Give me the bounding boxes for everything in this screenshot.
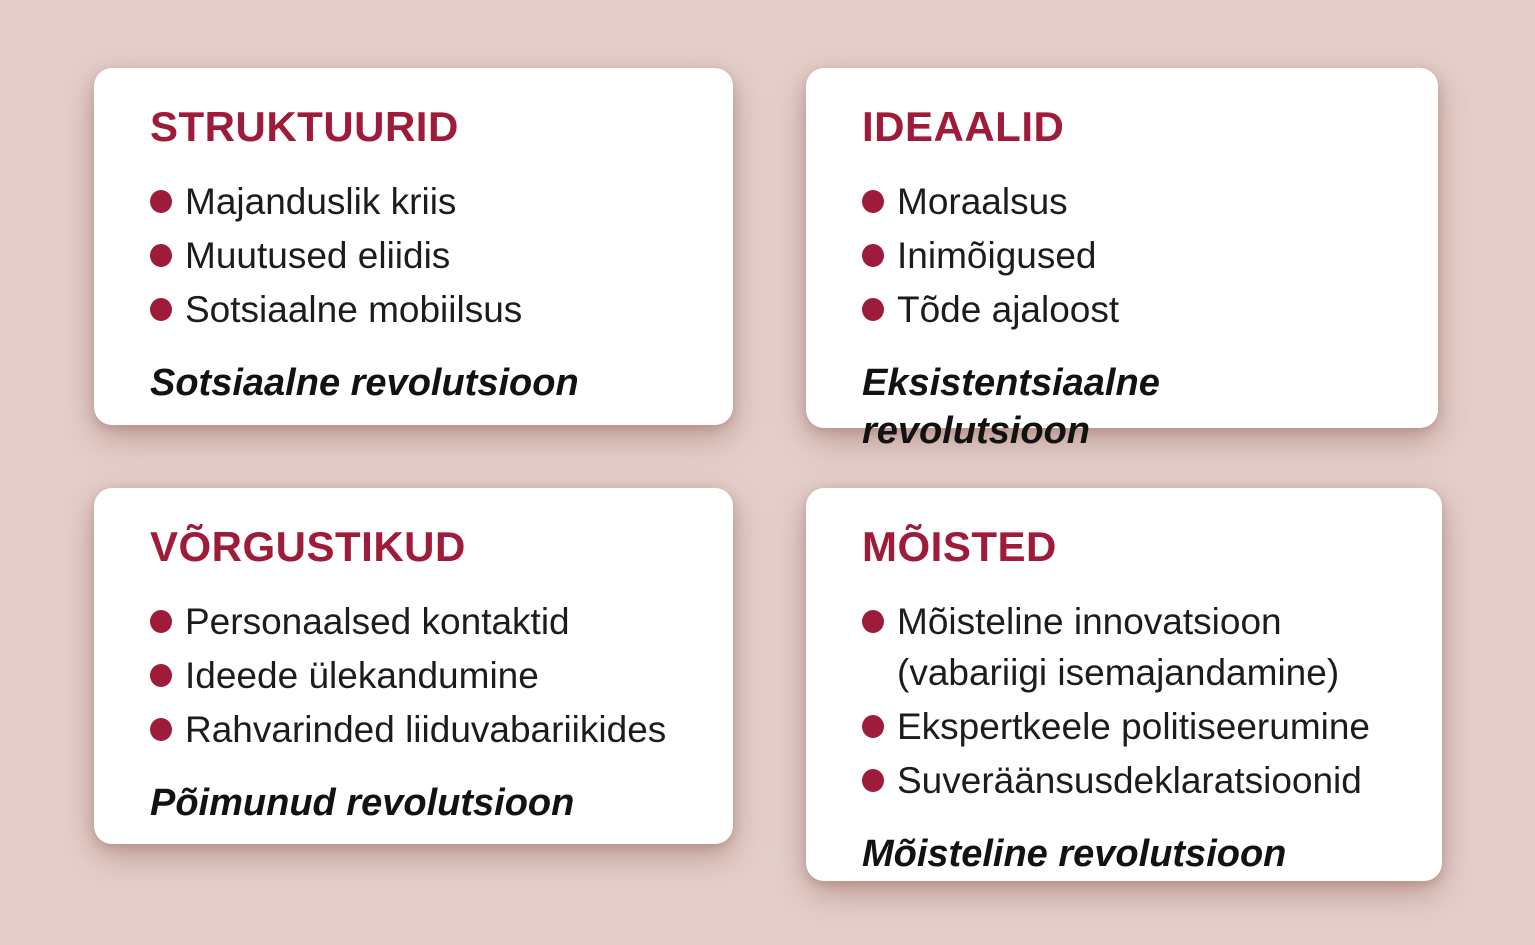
list-item [150, 596, 679, 647]
bullet-icon [862, 298, 884, 321]
bullet-list [862, 176, 1384, 335]
bullet-icon [862, 769, 884, 792]
bullet-label: Ekspertkeele politiseerumine [897, 706, 1371, 747]
bullet-label: Rahvarinded liiduvabariikides [185, 709, 667, 750]
card-footer: Eksistentsiaalne revolutsioon [862, 362, 1160, 452]
bullet-label [897, 596, 1339, 698]
bullet-icon [862, 244, 884, 267]
bullet-icon [150, 190, 172, 213]
bullet-label: Muutused eliidis [185, 235, 451, 276]
bullet-label-line-1: Mõisteline innovatsioon [897, 601, 1282, 642]
bullet-label: Majanduslik kriis [185, 181, 457, 222]
bullet-icon [150, 244, 172, 267]
card-title: MÕISTED [862, 523, 1057, 570]
card-moisted [806, 488, 1442, 881]
card-footer: Sotsiaalne revolutsioon [150, 362, 579, 404]
list-item [150, 650, 679, 701]
bullet-label: Ideede ülekandumine [185, 655, 539, 696]
card-title: IDEAALID [862, 103, 1065, 150]
list-item [862, 176, 1384, 227]
list-item [150, 704, 679, 755]
list-item [862, 701, 1388, 752]
list-item [150, 230, 679, 281]
list-item [150, 284, 679, 335]
card-ideaalid [806, 68, 1438, 452]
list-item [862, 230, 1384, 281]
bullet-label: Suveräänsusdeklaratsioonid [897, 760, 1362, 801]
bullet-icon [150, 610, 172, 633]
bullet-label: Tõde ajaloost [897, 289, 1120, 330]
card-struktuurid [94, 68, 733, 425]
bullet-icon [862, 190, 884, 213]
bullet-list [150, 596, 679, 755]
bullet-icon [150, 298, 172, 321]
bullet-icon [862, 715, 884, 738]
list-item [862, 596, 1388, 698]
bullet-label: Inimõigused [897, 235, 1097, 276]
bullet-label: Personaalsed kontaktid [185, 601, 570, 642]
bullet-list [862, 596, 1388, 806]
bullet-icon [150, 664, 172, 687]
bullet-icon [862, 610, 884, 633]
list-item [862, 284, 1384, 335]
card-footer: Põimunud revolutsioon [150, 782, 575, 824]
card-footer: Mõisteline revolutsioon [862, 833, 1287, 875]
bullet-list [150, 176, 679, 335]
list-item [150, 176, 679, 227]
bullet-icon [150, 718, 172, 741]
card-vorgustikud [94, 488, 733, 844]
bullet-label: Moraalsus [897, 181, 1068, 222]
bullet-label: Sotsiaalne mobiilsus [185, 289, 523, 330]
list-item [862, 755, 1388, 806]
card-title: STRUKTUURID [150, 103, 459, 150]
card-title: VÕRGUSTIKUD [150, 523, 466, 570]
bullet-label-line-2: (vabariigi isemajandamine) [897, 652, 1340, 693]
